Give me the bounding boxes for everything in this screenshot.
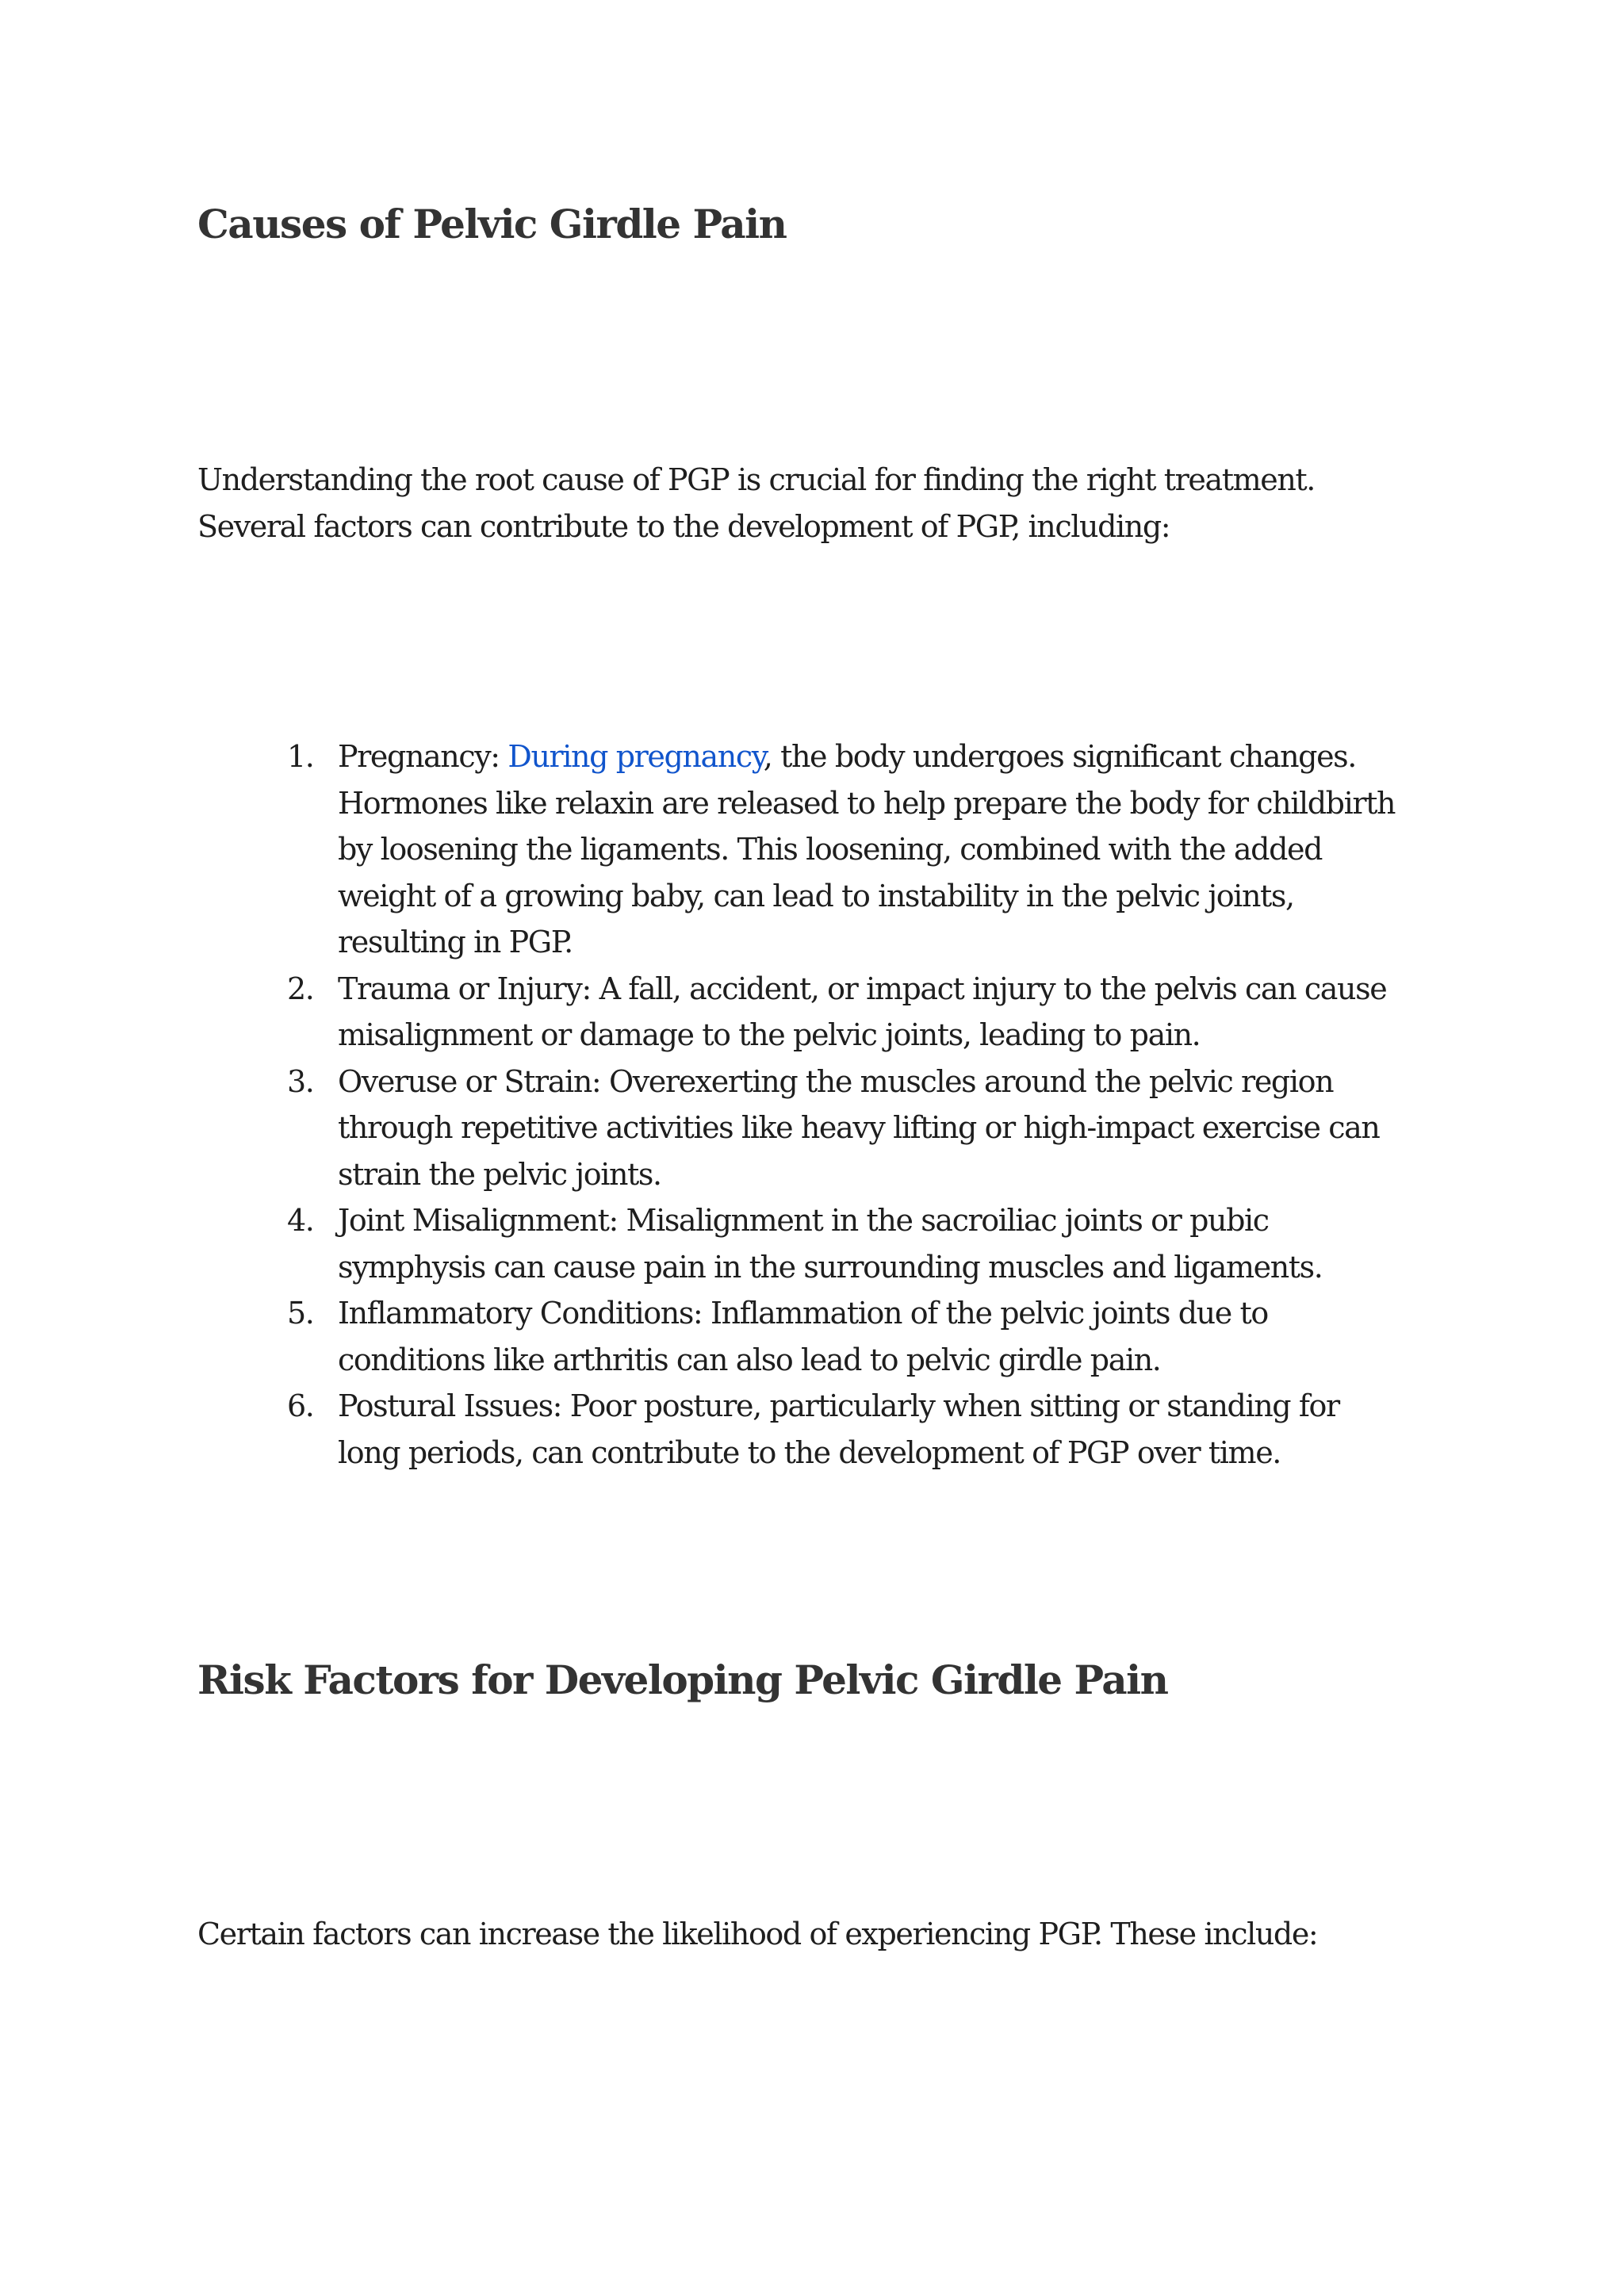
list-number: 3. — [287, 1063, 314, 1099]
list-item-joint-misalignment — [0, 1197, 1395, 1290]
list-item-text — [338, 1290, 1395, 1383]
list-number: 5. — [287, 1296, 314, 1331]
section-heading-risk-factors: Risk Factors for Developing Pelvic Girdle Pain — [197, 1656, 1168, 1703]
list-number: 2. — [287, 971, 314, 1006]
risk-factors-intro-paragraph — [197, 1911, 1317, 1958]
during-pregnancy-link[interactable]: During pregnancy — [508, 739, 764, 774]
pregnancy-prefix: Pregnancy: — [338, 739, 508, 774]
list-line — [338, 733, 1395, 780]
section-heading-causes: Causes of Pelvic Girdle Pain — [197, 201, 787, 247]
list-line: strain the pelvic joints. — [338, 1156, 661, 1192]
list-number: 1. — [287, 739, 314, 774]
list-line: through repetitive activities like heavy lifting or high-impact exercise can — [338, 1110, 1380, 1145]
list-item-text — [338, 733, 1395, 966]
list-line: by loosening the ligaments. This loosening, combined with the added — [338, 832, 1323, 867]
list-line: Inflammatory Conditions: Inflammation of the pelvic joints due to — [338, 1296, 1268, 1331]
list-line: symphysis can cause pain in the surrounding muscles and ligaments. — [338, 1249, 1323, 1285]
pregnancy-suffix: , the body undergoes significant changes. — [763, 739, 1356, 774]
list-line: long periods, can contribute to the development of PGP over time. — [338, 1434, 1281, 1470]
list-line: Hormones like relaxin are released to help prepare the body for childbirth — [338, 785, 1396, 821]
list-line: weight of a growing baby, can lead to instability in the pelvic joints, — [338, 878, 1294, 913]
list-line: Overuse or Strain: Overexerting the muscles around the pelvic region — [338, 1063, 1334, 1099]
causes-intro-line: Understanding the root cause of PGP is crucial for finding the right treatment. — [197, 462, 1315, 497]
list-line: conditions like arthritis can also lead to pelvic girdle pain. — [338, 1342, 1161, 1377]
causes-intro-paragraph — [197, 457, 1315, 550]
list-item-pregnancy — [0, 733, 1395, 966]
list-line: Postural Issues: Poor posture, particularly when sitting or standing for — [338, 1388, 1339, 1423]
list-item-inflammatory — [0, 1290, 1395, 1383]
list-item-text — [338, 1059, 1395, 1198]
list-item-text — [338, 1197, 1395, 1290]
list-line: Trauma or Injury: A fall, accident, or impact injury to the pelvis can cause — [338, 971, 1387, 1006]
list-item-postural — [0, 1383, 1395, 1476]
list-number: 4. — [287, 1203, 314, 1238]
list-line: Joint Misalignment: Misalignment in the sacroiliac joints or pubic — [338, 1203, 1269, 1238]
list-item-overuse — [0, 1059, 1395, 1198]
list-item-text — [338, 1383, 1395, 1476]
risk-factors-intro-line: Certain factors can increase the likelihood of experiencing PGP. These include: — [197, 1917, 1318, 1951]
list-line: resulting in PGP. — [338, 925, 573, 959]
list-item-trauma — [0, 966, 1395, 1059]
list-item-text — [338, 966, 1395, 1059]
list-number: 6. — [287, 1388, 314, 1423]
causes-list — [0, 733, 1395, 1476]
list-line: misalignment or damage to the pelvic joints, leading to pain. — [338, 1017, 1201, 1052]
causes-intro-line: Several factors can contribute to the development of PGP, including: — [197, 508, 1170, 544]
